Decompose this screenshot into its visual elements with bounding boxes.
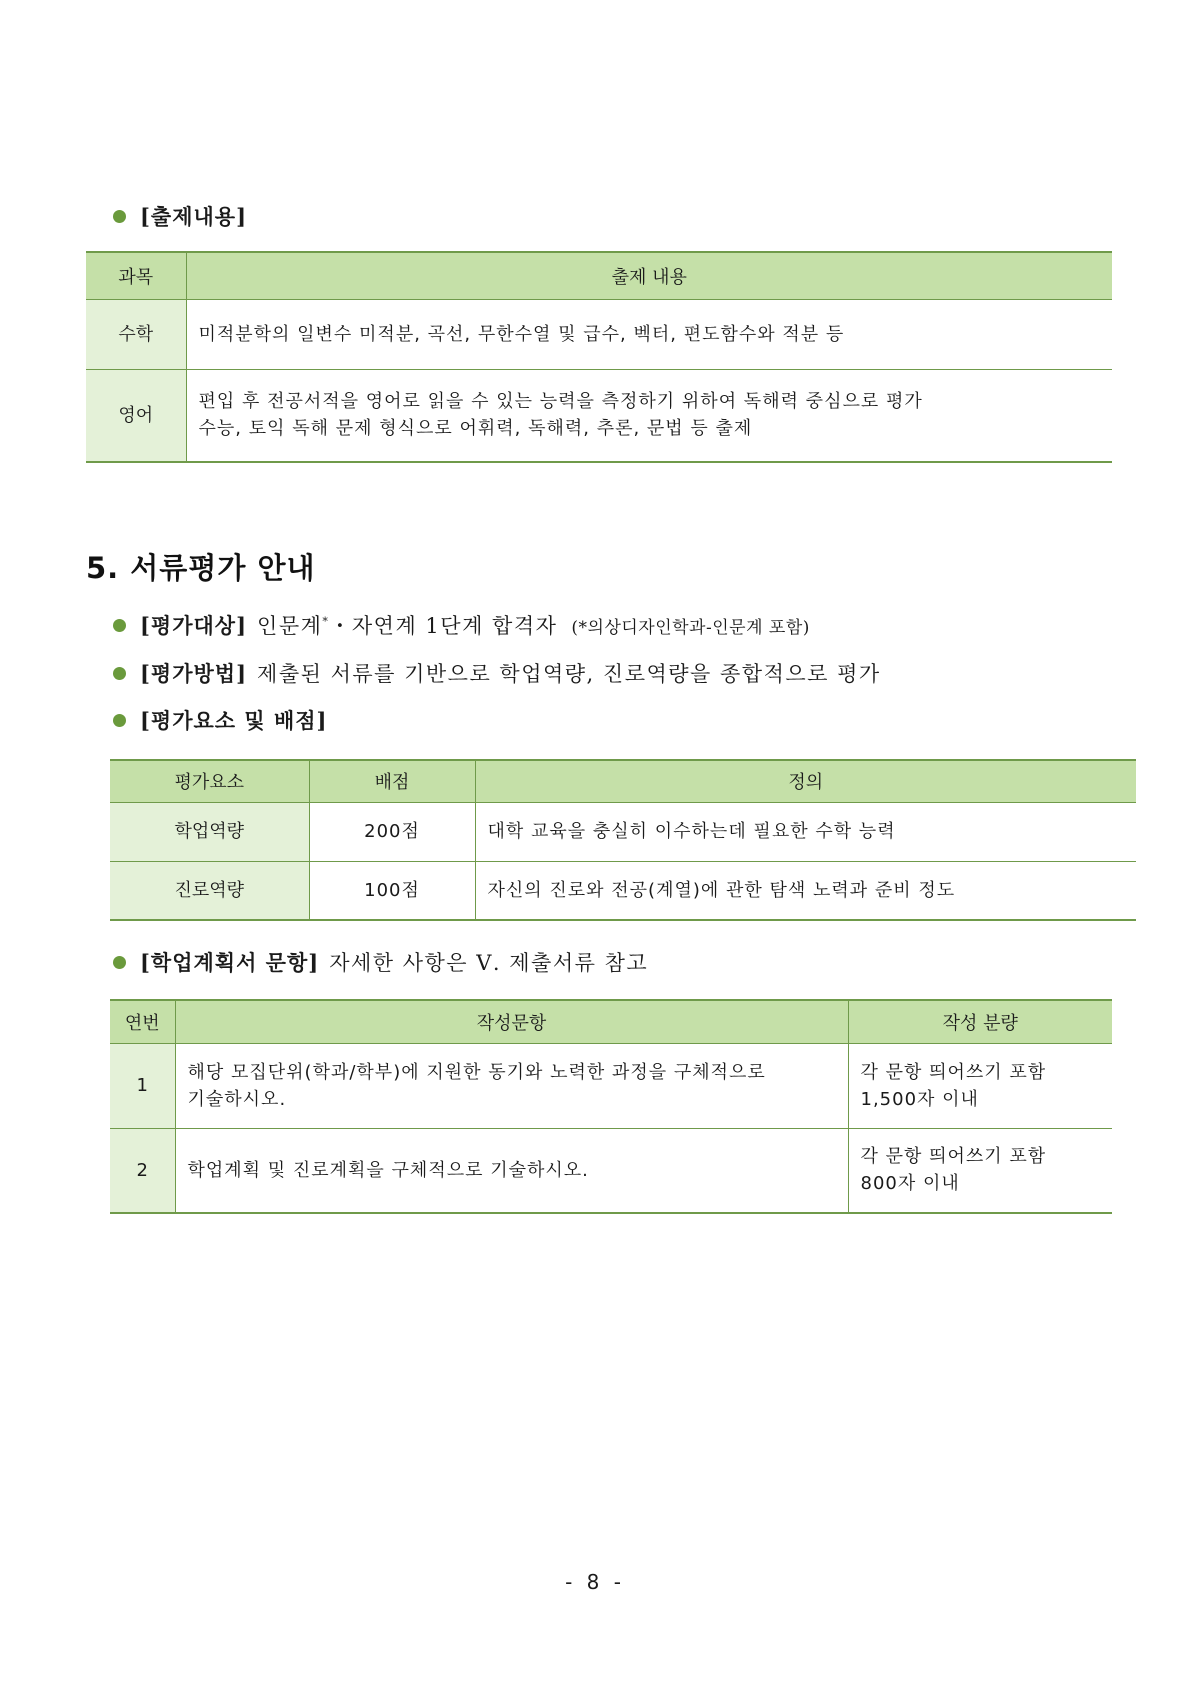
score-cell: 200점 [309, 802, 475, 861]
content-line: 수능, 토익 독해 문제 형식으로 어휘력, 독해력, 추론, 문법 등 출제 [198, 418, 753, 440]
target-text-a: 인문계 [257, 614, 323, 638]
header-element: 평가요소 [110, 760, 309, 802]
score-cell: 100점 [309, 861, 475, 920]
table-row [110, 1128, 1112, 1213]
definition-cell: 자신의 진로와 전공(계열)에 관한 탐색 노력과 준비 정도 [475, 861, 1136, 920]
number-cell: 1 [110, 1043, 175, 1128]
question-line: 기술하시오. [187, 1088, 287, 1110]
bullet-dot-icon [113, 956, 126, 969]
content-cell [186, 299, 1112, 369]
element-cell: 학업역량 [110, 802, 309, 861]
amount-line: 각 문항 띄어쓰기 포함 [860, 1061, 1047, 1083]
study-plan-text: 자세한 사항은 Ⅴ. 제출서류 참고 [329, 951, 649, 975]
study-plan-table [110, 999, 1112, 1214]
evaluation-method [113, 658, 881, 688]
subject-cell: 수학 [86, 299, 186, 369]
table-row [110, 802, 1136, 861]
content-line: 미적분학의 일변수 미적분, 곡선, 무한수열 및 급수, 벡터, 편도함수와 적분 등 [198, 323, 845, 345]
table-row [86, 299, 1112, 369]
evaluation-method-text: 제출된 서류를 기반으로 학업역량, 진로역량을 종합적으로 평가 [257, 662, 881, 686]
definition-cell: 대학 교육을 충실히 이수하는데 필요한 수학 능력 [475, 802, 1136, 861]
bullet-dot-icon [113, 619, 126, 632]
table-row [110, 861, 1136, 920]
amount-line: 800자 이내 [860, 1173, 960, 1195]
subject-cell: 영어 [86, 369, 186, 462]
amount-line: 1,500자 이내 [860, 1088, 979, 1110]
target-sup: * [322, 615, 330, 628]
bullet-dot-icon [113, 714, 126, 727]
table-row [86, 369, 1112, 462]
header-score: 배점 [309, 760, 475, 802]
table-header-row [86, 252, 1112, 299]
header-number: 연번 [110, 1000, 175, 1043]
question-line: 학업계획 및 진로계획을 구체적으로 기술하시오. [187, 1159, 589, 1181]
header-definition: 정의 [475, 760, 1136, 802]
header-subject: 과목 [86, 252, 186, 299]
table-header-row [110, 1000, 1112, 1043]
header-content: 출제 내용 [186, 252, 1112, 299]
amount-cell [848, 1128, 1112, 1213]
header-question: 작성문항 [175, 1000, 848, 1043]
element-cell: 진로역량 [110, 861, 309, 920]
target-text-b: ・자연계 1단계 합격자 [329, 614, 558, 638]
exam-content-label: [출제내용] [140, 204, 248, 229]
study-plan-heading [113, 947, 648, 977]
page-number: - 8 - [565, 1570, 625, 1594]
study-plan-label: [학업계획서 문항] [140, 950, 320, 975]
evaluation-elements-heading [113, 705, 328, 735]
evaluation-target-text [257, 610, 557, 640]
question-cell [175, 1128, 848, 1213]
content-cell [186, 369, 1112, 462]
amount-cell [848, 1043, 1112, 1128]
exam-content-heading [113, 201, 247, 231]
bullet-dot-icon [113, 210, 126, 223]
table-row [110, 1043, 1112, 1128]
section-title: 5. 서류평가 안내 [86, 551, 316, 585]
evaluation-target-note: (*의상디자인학과-인문계 포함) [571, 617, 810, 638]
question-cell [175, 1043, 848, 1128]
evaluation-target [113, 610, 810, 640]
amount-line: 각 문항 띄어쓰기 포함 [860, 1146, 1047, 1168]
bullet-dot-icon [113, 667, 126, 680]
evaluation-target-label: [평가대상] [140, 613, 248, 638]
evaluation-elements-table [110, 759, 1136, 921]
exam-content-table [86, 251, 1112, 463]
content-line: 편입 후 전공서적을 영어로 읽을 수 있는 능력을 측정하기 위하여 독해력 중심으로 평가 [198, 391, 923, 413]
evaluation-elements-label: [평가요소 및 배점] [140, 708, 328, 733]
question-line: 해당 모집단위(학과/학부)에 지원한 동기와 노력한 과정을 구체적으로 [187, 1061, 766, 1083]
evaluation-method-label: [평가방법] [140, 661, 248, 686]
table-header-row [110, 760, 1136, 802]
number-cell: 2 [110, 1128, 175, 1213]
header-amount: 작성 분량 [848, 1000, 1112, 1043]
